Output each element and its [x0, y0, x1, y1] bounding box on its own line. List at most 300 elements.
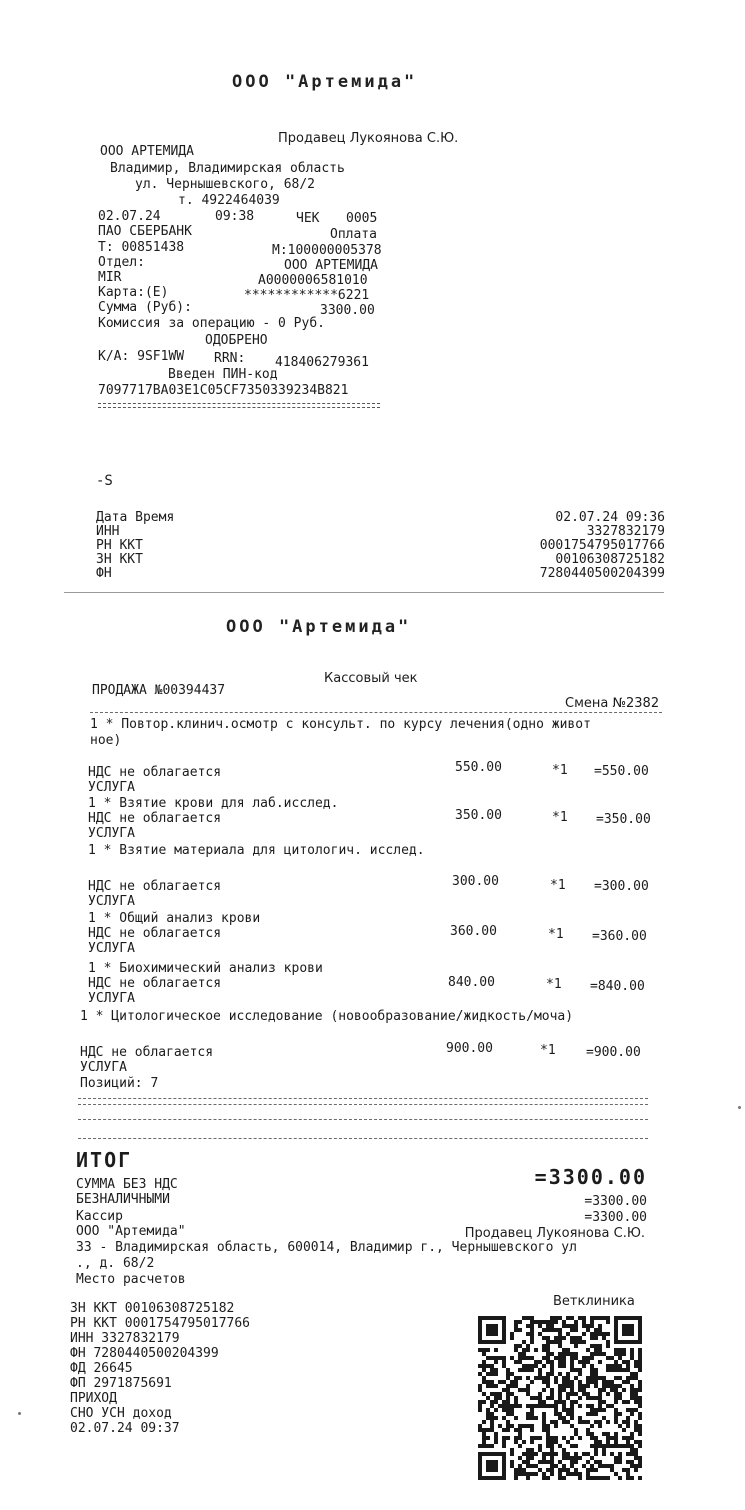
qr-module: [578, 1372, 582, 1376]
qr-module: [538, 1468, 542, 1472]
slip2-separator-4: [78, 1138, 648, 1139]
slip2-shift: Смена №2382: [565, 696, 660, 711]
qr-module: [542, 1388, 546, 1392]
slip1-card-type: MIR: [98, 270, 122, 285]
qr-module: [630, 1384, 634, 1388]
qr-module: [562, 1320, 566, 1324]
qr-module: [618, 1456, 622, 1460]
qr-module: [582, 1356, 586, 1360]
qr-module: [594, 1468, 598, 1472]
slip1-pin: Введен ПИН-код: [168, 367, 278, 382]
qr-module: [558, 1388, 562, 1392]
qr-module: [638, 1416, 642, 1420]
qr-module: [566, 1316, 570, 1320]
qr-module: [566, 1396, 570, 1400]
qr-module: [634, 1468, 638, 1472]
qr-module: [626, 1380, 630, 1384]
qr-module: [622, 1368, 626, 1372]
qr-module: [558, 1416, 562, 1420]
slip2-no-vat-value: =3300.00: [584, 1194, 647, 1209]
qr-module: [522, 1352, 526, 1356]
qr-module: [638, 1356, 642, 1360]
qr-module: [566, 1324, 570, 1328]
qr-module: [590, 1408, 594, 1412]
qr-module: [598, 1464, 602, 1468]
qr-module: [510, 1464, 514, 1468]
qr-module: [594, 1352, 598, 1356]
qr-module: [590, 1316, 594, 1320]
qr-module: [494, 1356, 498, 1360]
qr-module: [622, 1400, 626, 1404]
qr-module: [602, 1464, 606, 1468]
qr-module: [610, 1388, 614, 1392]
qr-module: [638, 1404, 642, 1408]
item-3-vat: НДС не облагается: [88, 879, 222, 894]
qr-module: [570, 1444, 574, 1448]
qr-module: [634, 1392, 638, 1396]
qr-module: [630, 1348, 634, 1352]
qr-module: [510, 1356, 514, 1360]
qr-module: [614, 1348, 618, 1352]
qr-module: [626, 1460, 630, 1464]
qr-module: [562, 1364, 566, 1368]
qr-module: [546, 1340, 550, 1344]
qr-module: [594, 1420, 598, 1424]
qr-module: [538, 1396, 542, 1400]
slip1-time: 09:38: [215, 209, 255, 224]
qr-module: [530, 1336, 534, 1340]
qr-module: [526, 1456, 530, 1460]
slip1-v-inn: 3327832179: [586, 524, 665, 539]
qr-module: [526, 1412, 530, 1416]
qr-module: [602, 1448, 606, 1452]
qr-module: [542, 1476, 546, 1480]
qr-module: [610, 1452, 614, 1456]
qr-module: [554, 1452, 558, 1456]
qr-module: [534, 1404, 538, 1408]
item-1-name: 1 * Повтор.клинич.осмотр с консульт. по курсу лечения(одно живот: [90, 717, 591, 732]
qr-module: [586, 1324, 590, 1328]
qr-module: [546, 1348, 550, 1352]
qr-module: [554, 1316, 558, 1320]
qr-module: [578, 1336, 582, 1340]
slip2-total-label: ИТОГ: [76, 1148, 133, 1172]
qr-module: [530, 1408, 534, 1412]
qr-module: [614, 1444, 618, 1448]
slip1-approved: ОДОБРЕНО: [205, 333, 268, 348]
qr-module: [574, 1444, 578, 1448]
qr-module: [546, 1428, 550, 1432]
qr-module: [530, 1364, 534, 1368]
qr-module: [602, 1452, 606, 1456]
qr-module: [502, 1436, 506, 1440]
qr-module: [538, 1460, 542, 1464]
qr-module: [506, 1392, 510, 1396]
qr-module: [550, 1372, 554, 1376]
qr-module: [494, 1392, 498, 1396]
qr-module: [538, 1392, 542, 1396]
qr-module: [618, 1376, 622, 1380]
qr-module: [478, 1384, 482, 1388]
qr-module: [498, 1396, 502, 1400]
qr-module: [558, 1356, 562, 1360]
qr-module: [586, 1360, 590, 1364]
qr-module: [514, 1400, 518, 1404]
qr-module: [566, 1420, 570, 1424]
qr-module: [610, 1436, 614, 1440]
qr-module: [562, 1384, 566, 1388]
qr-module: [558, 1476, 562, 1480]
qr-module: [638, 1444, 642, 1448]
qr-module: [638, 1388, 642, 1392]
qr-module: [502, 1364, 506, 1368]
qr-module: [530, 1448, 534, 1452]
qr-module: [562, 1436, 566, 1440]
qr-module: [510, 1380, 514, 1384]
qr-module: [558, 1400, 562, 1404]
qr-module: [538, 1448, 542, 1452]
qr-module: [634, 1372, 638, 1376]
qr-module: [530, 1456, 534, 1460]
qr-module: [546, 1436, 550, 1440]
qr-module: [486, 1436, 490, 1440]
qr-module: [554, 1464, 558, 1468]
qr-module: [562, 1408, 566, 1412]
qr-module: [622, 1436, 626, 1440]
qr-module: [518, 1360, 522, 1364]
qr-module: [630, 1444, 634, 1448]
qr-module: [586, 1420, 590, 1424]
qr-module: [542, 1420, 546, 1424]
qr-module: [534, 1416, 538, 1420]
qr-module: [534, 1472, 538, 1476]
qr-module: [546, 1380, 550, 1384]
qr-module: [614, 1376, 618, 1380]
qr-module: [498, 1392, 502, 1396]
qr-module: [502, 1404, 506, 1408]
qr-module: [582, 1392, 586, 1396]
qr-module: [566, 1332, 570, 1336]
qr-module: [606, 1440, 610, 1444]
qr-module: [622, 1428, 626, 1432]
qr-module: [550, 1388, 554, 1392]
qr-module: [606, 1420, 610, 1424]
qr-module: [570, 1424, 574, 1428]
qr-module: [622, 1360, 626, 1364]
qr-module: [502, 1380, 506, 1384]
item-4-vat: НДС не облагается: [88, 926, 222, 941]
qr-module: [638, 1384, 642, 1388]
qr-module: [482, 1376, 486, 1380]
qr-module: [598, 1324, 602, 1328]
slip1-k-zn: ЗН ККТ: [96, 552, 143, 567]
qr-module: [518, 1472, 522, 1476]
qr-module: [594, 1408, 598, 1412]
qr-module: [638, 1348, 642, 1352]
qr-module: [614, 1456, 618, 1460]
qr-module: [562, 1400, 566, 1404]
qr-module: [630, 1448, 634, 1452]
qr-module: [514, 1376, 518, 1380]
qr-module: [566, 1380, 570, 1384]
qr-module: [546, 1336, 550, 1340]
qr-module: [562, 1324, 566, 1328]
qr-module: [598, 1344, 602, 1348]
qr-module: [514, 1396, 518, 1400]
qr-module: [598, 1392, 602, 1396]
slip1-v-zn: 00106308725182: [555, 552, 665, 567]
slip1-sign: -S: [96, 473, 113, 489]
slip1-terminal: Т: 00851438: [98, 240, 185, 255]
qr-module: [550, 1392, 554, 1396]
qr-module: [594, 1376, 598, 1380]
qr-module: [618, 1392, 622, 1396]
qr-module: [558, 1460, 562, 1464]
qr-module: [578, 1404, 582, 1408]
qr-module: [510, 1460, 514, 1464]
qr-module: [482, 1436, 486, 1440]
qr-module: [626, 1452, 630, 1456]
qr-module: [594, 1452, 598, 1456]
qr-module: [634, 1452, 638, 1456]
qr-module: [634, 1448, 638, 1452]
qr-module: [494, 1384, 498, 1388]
qr-module: [518, 1444, 522, 1448]
qr-module: [638, 1428, 642, 1432]
qr-module: [518, 1464, 522, 1468]
slip2-place-value: Ветклиника: [553, 1294, 635, 1309]
qr-module: [630, 1372, 634, 1376]
qr-module: [578, 1340, 582, 1344]
qr-module: [546, 1424, 550, 1428]
qr-module: [526, 1368, 530, 1372]
qr-module: [526, 1384, 530, 1388]
qr-module: [574, 1376, 578, 1380]
qr-module: [478, 1444, 482, 1448]
qr-module: [490, 1400, 494, 1404]
qr-module: [558, 1412, 562, 1416]
qr-module: [602, 1408, 606, 1412]
qr-module: [530, 1356, 534, 1360]
qr-module: [638, 1460, 642, 1464]
qr-module: [586, 1384, 590, 1388]
qr-module: [538, 1376, 542, 1380]
qr-module: [514, 1428, 518, 1432]
qr-module: [586, 1348, 590, 1352]
qr-module: [562, 1356, 566, 1360]
qr-module: [634, 1420, 638, 1424]
qr-module: [530, 1428, 534, 1432]
qr-module: [494, 1372, 498, 1376]
qr-module: [602, 1352, 606, 1356]
qr-module: [518, 1368, 522, 1372]
item-4-price: 360.00: [450, 924, 497, 939]
qr-module: [626, 1400, 630, 1404]
qr-module: [570, 1364, 574, 1368]
qr-module: [590, 1320, 594, 1324]
qr-module: [518, 1376, 522, 1380]
qr-module: [594, 1344, 598, 1348]
qr-module: [578, 1456, 582, 1460]
qr-module: [514, 1324, 518, 1328]
qr-module: [626, 1424, 630, 1428]
qr-module: [538, 1320, 542, 1324]
qr-module: [586, 1472, 590, 1476]
qr-module: [522, 1424, 526, 1428]
qr-module: [606, 1316, 610, 1320]
qr-module: [626, 1444, 630, 1448]
qr-module: [570, 1460, 574, 1464]
qr-module: [634, 1396, 638, 1400]
slip2-separator-top: [90, 712, 662, 713]
qr-module: [614, 1440, 618, 1444]
qr-module: [546, 1372, 550, 1376]
qr-module: [590, 1324, 594, 1328]
qr-module: [522, 1340, 526, 1344]
qr-module: [606, 1444, 610, 1448]
qr-module: [542, 1400, 546, 1404]
qr-module: [582, 1332, 586, 1336]
qr-module: [594, 1368, 598, 1372]
qr-module: [546, 1352, 550, 1356]
qr-module: [486, 1416, 490, 1420]
slip1-rrn-value: 418406279361: [275, 355, 369, 370]
qr-module: [574, 1340, 578, 1344]
qr-module: [502, 1408, 506, 1412]
item-2-qty: *1: [552, 810, 568, 825]
qr-module: [554, 1436, 558, 1440]
qr-module: [570, 1472, 574, 1476]
qr-module: [570, 1336, 574, 1340]
qr-module: [630, 1356, 634, 1360]
qr-module: [614, 1368, 618, 1372]
qr-module: [514, 1348, 518, 1352]
qr-module: [526, 1344, 530, 1348]
qr-module: [530, 1404, 534, 1408]
qr-module: [542, 1380, 546, 1384]
qr-module: [510, 1372, 514, 1376]
qr-module: [602, 1388, 606, 1392]
qr-module: [626, 1476, 630, 1480]
qr-module: [566, 1468, 570, 1472]
qr-module: [522, 1388, 526, 1392]
qr-module: [614, 1384, 618, 1388]
qr-module: [550, 1396, 554, 1400]
slip1-k-rn: РН ККТ: [96, 538, 143, 553]
qr-module: [518, 1388, 522, 1392]
qr-module: [542, 1348, 546, 1352]
qr-module: [506, 1424, 510, 1428]
qr-module: [550, 1320, 554, 1324]
qr-module: [502, 1388, 506, 1392]
qr-module: [574, 1432, 578, 1436]
qr-module: [574, 1324, 578, 1328]
qr-module: [518, 1320, 522, 1324]
qr-module: [622, 1348, 626, 1352]
qr-module: [530, 1316, 534, 1320]
qr-module: [626, 1364, 630, 1368]
qr-module: [526, 1404, 530, 1408]
qr-finder: [622, 1324, 634, 1336]
qr-module: [582, 1388, 586, 1392]
qr-module: [546, 1396, 550, 1400]
qr-module: [570, 1328, 574, 1332]
qr-module: [630, 1408, 634, 1412]
qr-module: [542, 1336, 546, 1340]
qr-module: [634, 1428, 638, 1432]
qr-module: [562, 1380, 566, 1384]
item-5-qty: *1: [546, 977, 562, 992]
qr-finder: [486, 1324, 498, 1336]
qr-module: [482, 1368, 486, 1372]
qr-module: [570, 1324, 574, 1328]
qr-module: [518, 1436, 522, 1440]
qr-module: [614, 1420, 618, 1424]
qr-module: [558, 1472, 562, 1476]
qr-module: [542, 1320, 546, 1324]
qr-module: [518, 1456, 522, 1460]
slip2-calc-type: ПРИХОД: [70, 1391, 117, 1406]
qr-module: [518, 1356, 522, 1360]
qr-module: [550, 1352, 554, 1356]
qr-module: [538, 1404, 542, 1408]
qr-module: [510, 1424, 514, 1428]
qr-module: [562, 1348, 566, 1352]
qr-module: [558, 1364, 562, 1368]
qr-module: [494, 1396, 498, 1400]
qr-module: [582, 1464, 586, 1468]
qr-module: [542, 1328, 546, 1332]
qr-module: [638, 1412, 642, 1416]
qr-module: [490, 1424, 494, 1428]
slip1-bank: ПАО СБЕРБАНК: [98, 224, 192, 239]
qr-module: [598, 1352, 602, 1356]
qr-module: [606, 1436, 610, 1440]
qr-module: [606, 1364, 610, 1368]
slip2-title: ООО "Артемида": [226, 617, 412, 637]
qr-module: [486, 1444, 490, 1448]
qr-module: [554, 1424, 558, 1428]
qr-module: [578, 1436, 582, 1440]
qr-module: [574, 1460, 578, 1464]
qr-module: [526, 1472, 530, 1476]
qr-module: [530, 1380, 534, 1384]
qr-module: [582, 1364, 586, 1368]
qr-module: [490, 1428, 494, 1432]
qr-module: [506, 1368, 510, 1372]
qr-module: [542, 1404, 546, 1408]
item-6-qty: *1: [540, 1043, 556, 1058]
qr-module: [518, 1428, 522, 1432]
qr-module: [542, 1456, 546, 1460]
slip2-fp: ФП 2971875691: [70, 1376, 172, 1391]
qr-module: [526, 1356, 530, 1360]
qr-module: [574, 1456, 578, 1460]
scan-speck: [18, 1412, 21, 1415]
qr-module: [554, 1336, 558, 1340]
qr-module: [586, 1404, 590, 1408]
qr-module: [546, 1324, 550, 1328]
item-2-price: 350.00: [455, 808, 502, 823]
qr-module: [602, 1384, 606, 1388]
qr-module: [546, 1376, 550, 1380]
qr-module: [598, 1376, 602, 1380]
qr-module: [618, 1424, 622, 1428]
qr-module: [614, 1360, 618, 1364]
qr-module: [626, 1420, 630, 1424]
slip2-fn: ФН 7280440500204399: [70, 1346, 219, 1361]
qr-module: [506, 1372, 510, 1376]
